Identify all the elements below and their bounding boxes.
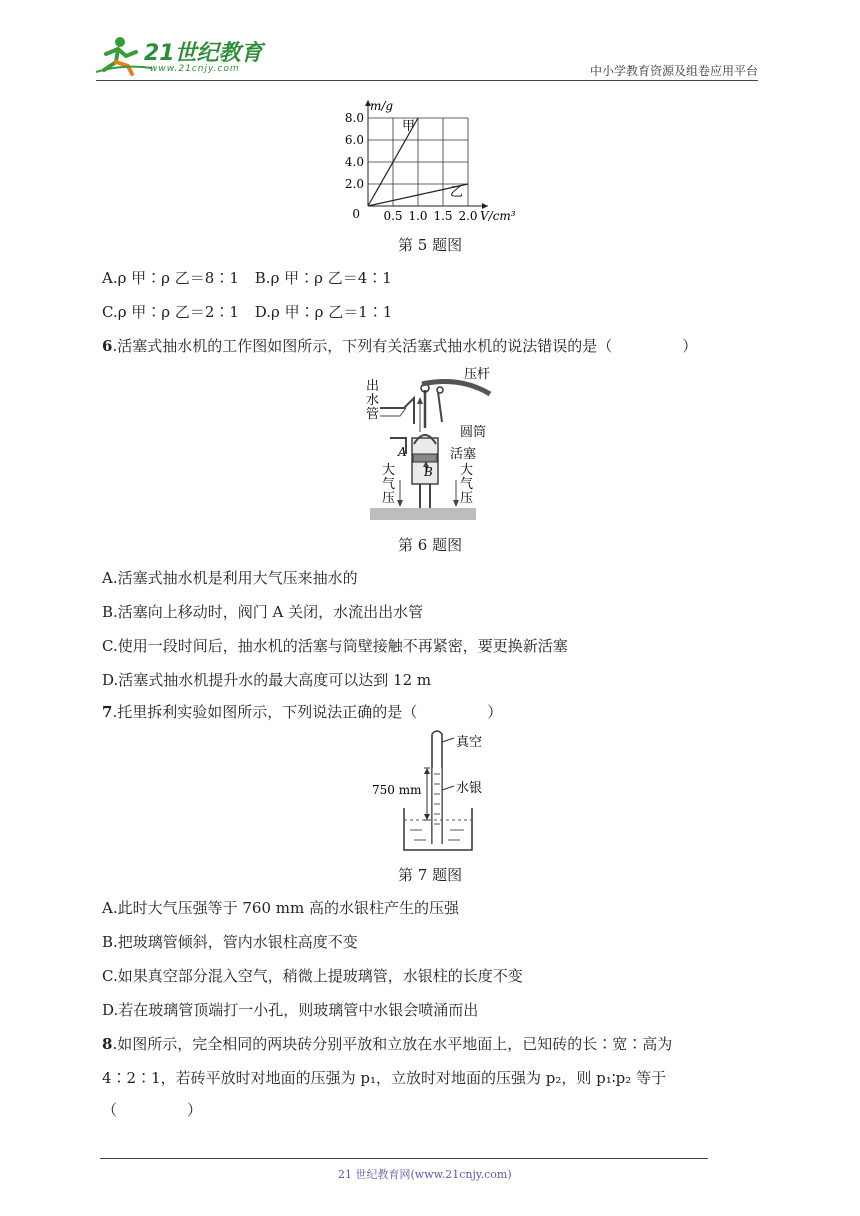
fig5-caption: 第 5 题图 [398,236,463,254]
q5-option-c[interactable]: C.ρ 甲∶ρ 乙＝2∶1 [102,303,239,321]
q5-options-row2 [102,302,392,322]
q7-text: .托里拆利实验如图所示，下列说法正确的是（ [112,703,418,721]
fig6-atm-left-1: 大 [382,463,396,478]
q6-option-b[interactable]: B.活塞向上移动时，阀门 A 关闭，水流出出水管 [102,603,424,621]
q6-option-a[interactable]: A.活塞式抽水机是利用大气压来抽水的 [102,569,358,587]
q7-option-a[interactable]: A.此时大气压强等于 760 mm 高的水银柱产生的压强 [102,899,459,917]
piston-pump-figure [360,362,500,524]
fig6-piston-label: 活塞 [450,447,477,462]
fig6-outlet-label-2: 水 [366,393,380,408]
q8-text-line1: .如图所示，完全相同的两块砖分别平放和立放在水平地面上，已知砖的长∶宽∶高为 [112,1035,673,1053]
fig6-cylinder-label: 圆筒 [460,425,487,440]
q6-close-paren: ） [682,337,698,355]
y-tick-label: 6.0 [344,133,364,147]
torricelli-figure [370,728,500,858]
fig7-height-label: 750 mm [372,783,422,797]
fig6-valve-a-label: A [398,445,407,459]
q7-stem [102,702,502,722]
q7-close-paren: ） [487,703,503,721]
header-logo [92,34,262,78]
logo-url: www.21cnjy.com [150,64,240,74]
q7-option-b[interactable]: B.把玻璃管倾斜，管内水银柱高度不变 [102,933,358,951]
q8-open-paren: （ [102,1101,118,1119]
x-tick-label: 1.0 [408,209,428,223]
q5-options-row1 [102,268,392,288]
header-divider [96,80,758,81]
q6-option-d[interactable]: D.活塞式抽水机提升水的最大高度可以达到 12 m [102,671,432,689]
q5-option-b[interactable]: B.ρ 甲∶ρ 乙＝4∶1 [254,269,392,287]
q6-text: .活塞式抽水机的工作图如图所示，下列有关活塞式抽水机的说法错误的是（ [112,337,613,355]
fig7-vacuum-label: 真空 [456,735,483,750]
q8-number: 8 [102,1035,113,1053]
q6-stem [102,336,697,356]
footer-divider [100,1158,708,1159]
series-label-1: 甲 [402,119,416,134]
fig7-mercury-label: 水银 [456,781,483,796]
fig6-atm-right-2: 气 [460,477,474,492]
footer-site-text: 21 世纪教育网(www.21cnjy.com) [338,1168,512,1181]
fig7-caption: 第 7 题图 [398,866,463,884]
fig6-valve-b-label: B [424,465,433,479]
q8-stem-line3 [102,1100,202,1120]
y-axis-label: m/g [370,99,394,113]
fig6-atm-left-3: 压 [382,491,396,506]
q8-stem-line2: 4∶2∶1，若砖平放时对地面的压强为 p₁，立放时对地面的压强为 p₂，则 p₁∶p₂ 等于 [102,1069,667,1087]
fig6-caption: 第 6 题图 [398,536,463,554]
q8-stem-line1 [102,1034,672,1054]
q5-option-d[interactable]: D.ρ 甲∶ρ 乙＝1∶1 [254,303,393,321]
x-tick-label: 2.0 [458,209,478,223]
q7-option-c[interactable]: C.如果真空部分混入空气，稍微上提玻璃管，水银柱的长度不变 [102,967,523,985]
series-label-2: 乙 [450,185,464,200]
q7-number: 7 [102,703,113,721]
y-tick-label: 8.0 [344,111,364,125]
q8-close-paren: ） [187,1101,203,1119]
y-tick-label: 2.0 [344,177,364,191]
fig6-lever-label: 压杆 [464,367,491,382]
fig6-outlet-label-3: 管 [366,407,380,422]
fig6-outlet-label-1: 出 [366,379,380,394]
mass-volume-chart [340,90,530,230]
logo-text: 21世纪教育 [144,41,263,66]
fig6-atm-right-1: 大 [460,463,474,478]
header-platform-text: 中小学教育资源及组卷应用平台 [589,64,758,78]
y-tick-label: 4.0 [344,155,364,169]
fig6-atm-right-3: 压 [460,491,474,506]
x-tick-label: 0.5 [383,209,403,223]
x-tick-label: 1.5 [433,209,453,223]
fig6-atm-left-2: 气 [382,477,396,492]
q6-option-c[interactable]: C.使用一段时间后，抽水机的活塞与筒壁接触不再紧密，要更换新活塞 [102,637,568,655]
x-axis-label: V/cm³ [480,209,516,223]
q7-option-d[interactable]: D.若在玻璃管顶端打一小孔，则玻璃管中水银会喷涌而出 [102,1001,479,1019]
q5-option-a[interactable]: A.ρ 甲∶ρ 乙＝8∶1 [102,269,239,287]
q6-number: 6 [102,337,113,355]
origin-label: 0 [352,207,360,221]
